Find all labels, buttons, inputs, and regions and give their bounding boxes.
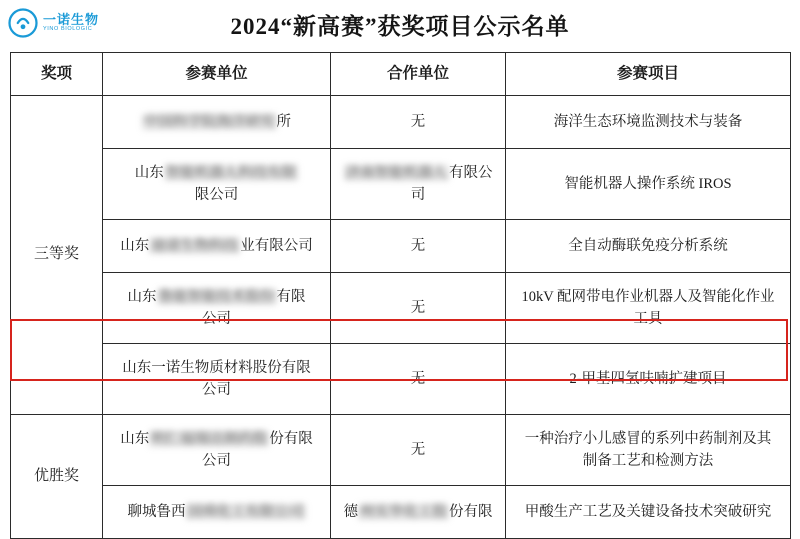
unit-cell (103, 149, 331, 220)
unit-text-line2: 公司 (202, 311, 231, 327)
redacted-text: 鲁能智能技术股份 (158, 288, 275, 305)
project-text-line1: 10kV 配网带电作业机器人及智能化作业 (521, 288, 775, 305)
unit-text-head: 山东 (134, 164, 164, 181)
redacted-text: 州实华化工股 (360, 503, 447, 520)
coop-cell: 无 (331, 344, 506, 415)
table-row (11, 149, 791, 220)
unit-cell (103, 415, 331, 486)
unit-text-tail: 所 (276, 113, 291, 130)
column-header-project: 参赛项目 (506, 53, 791, 96)
unit-cell (103, 486, 331, 539)
coop-text-tail: 份有限 (449, 503, 493, 520)
table-row (11, 486, 791, 539)
unit-text-tail: 份有限 (269, 430, 313, 447)
coop-text-tail: 有限公司 (410, 164, 493, 203)
unit-text-head: 山东 (120, 430, 150, 447)
coop-cell: 无 (331, 96, 506, 149)
redacted-text: 中国科学院海洋研究 (144, 113, 275, 130)
coop-cell: 无 (331, 273, 506, 344)
coop-text-head: 德 (343, 503, 358, 520)
table-row (11, 273, 791, 344)
unit-text-tail: 有限 (276, 288, 306, 305)
project-cell: 2-甲基四氢呋喃扩建项目 (506, 344, 791, 415)
column-header-coop: 合作单位 (331, 53, 506, 96)
redacted-text: 济南智能机器人 (345, 164, 447, 181)
project-text-line2: 工具 (633, 311, 663, 327)
unit-text-head: 山东 (127, 288, 157, 305)
column-header-unit: 参赛单位 (103, 53, 331, 96)
logo-name-en: YINO BIOLOGIC (43, 25, 93, 32)
project-cell (506, 273, 791, 344)
unit-text-head: 聊城鲁西 (127, 503, 186, 520)
unit-text-line2: 限公司 (194, 187, 239, 203)
project-text-line2: 制备工艺和检测方法 (582, 453, 714, 469)
coop-cell: 无 (331, 220, 506, 273)
coop-cell: 无 (331, 415, 506, 486)
redacted-text: 智能机器人科技有限 (165, 164, 297, 181)
unit-cell (103, 220, 331, 273)
project-cell (506, 415, 791, 486)
unit-text-line1: 山东一诺生物质材料股份有限 (122, 359, 311, 376)
unit-cell (103, 96, 331, 149)
redacted-text: 明仁福瑞达制药股 (151, 430, 268, 447)
award-list-table (10, 52, 791, 539)
unit-text-tail: 业有限公司 (240, 237, 313, 254)
unit-text-line2: 公司 (202, 382, 231, 398)
redacted-text: 迪诺生物科技 (151, 237, 239, 254)
page-title: 2024“新高赛”获奖项目公示名单 (230, 14, 570, 39)
logo-name-cn: 一诺生物 (43, 12, 100, 28)
table-row (11, 415, 791, 486)
project-cell: 全自动酶联免疫分析系统 (506, 220, 791, 273)
project-cell: 海洋生态环境监测技术与装备 (506, 96, 791, 149)
unit-cell (103, 273, 331, 344)
award-group-label-winner: 优胜奖 (11, 415, 103, 539)
unit-text-line2: 公司 (202, 453, 231, 469)
column-header-award: 奖项 (11, 53, 103, 96)
table-header-row (11, 53, 791, 96)
table-body (11, 96, 791, 539)
redacted-text: 国舜化工有限公司 (187, 503, 304, 520)
project-cell: 甲酸生产工艺及关键设备技术突破研究 (506, 486, 791, 539)
table-row-highlighted (11, 344, 791, 415)
project-text-line1: 一种治疗小儿感冒的系列中药制剂及其 (524, 430, 772, 447)
table-row (11, 220, 791, 273)
project-cell: 智能机器人操作系统 IROS (506, 149, 791, 220)
table-header (11, 53, 791, 96)
table-row (11, 96, 791, 149)
unit-text-head: 山东 (120, 237, 150, 254)
coop-cell (331, 149, 506, 220)
coop-cell (331, 486, 506, 539)
award-group-label-third: 三等奖 (11, 96, 103, 415)
unit-cell (103, 344, 331, 415)
